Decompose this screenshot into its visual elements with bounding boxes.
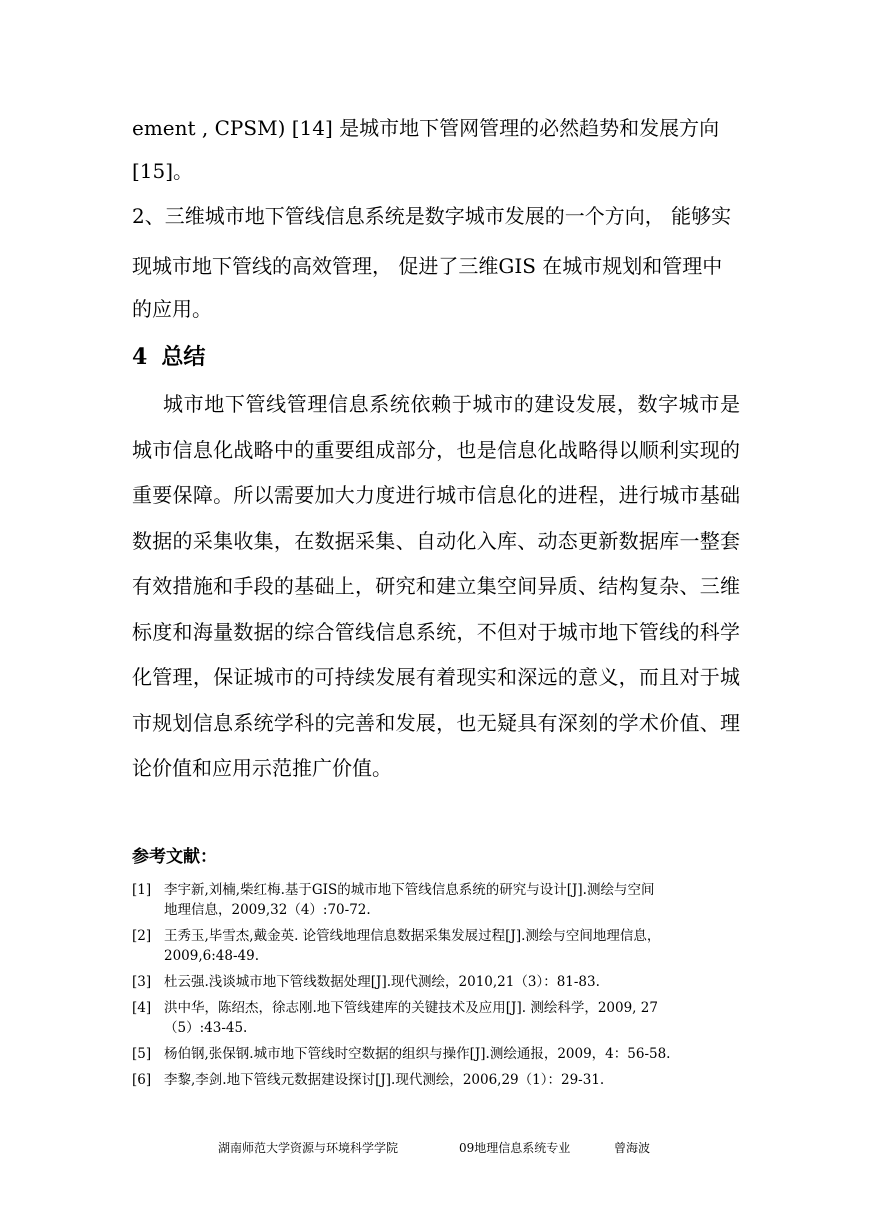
reference-number: [6] — [132, 1072, 152, 1088]
section-heading — [132, 343, 205, 371]
point-2-line-3: 的应用。 — [132, 297, 212, 321]
reference-number: [4] — [132, 1000, 152, 1016]
reference-number: [3] — [132, 974, 152, 990]
references-heading: 参考文献： — [132, 847, 217, 867]
reference-text: 李黎,李剑.地下管线元数据建设探讨[J].现代测绘，2006,29（1）：29-31. — [164, 1072, 605, 1088]
reference-item — [132, 1044, 744, 1064]
conclusion-paragraph: 城市地下管线管理信息系统依赖于城市的建设发展，数字城市是城市信息化战略中的重要组成部分，也是信息化战略得以顺利实现的重要保障。所以需要加大力度进行城市信息化的进程，进行城市基础数据的采集收集，在数据采集、自动化入库、动态更新数据库一整套有效措施和手段的基础上，研究和建立集空间异质、结构复杂、三维标度和海量数据的综合管线信息系统，不但对于城市地下管线的科学化管理，保证城市的可持续发展有着现实和深远的意义，而且对于城市规划信息系统学科的完善和发展，也无疑具有深刻的学术价值、理论价值和应用示范推广价值。 — [132, 392, 740, 780]
section-number: 4 — [132, 344, 148, 370]
footer-author: 曾海波 — [614, 1141, 651, 1155]
point-2-line-2: 现城市地下管线的高效管理， 促进了三维GIS 在城市规划和管理中 — [132, 254, 723, 278]
reference-item — [132, 880, 744, 920]
continuation-line-2: [15]。 — [132, 159, 194, 183]
continuation-line-1: ement , CPSM) [14] 是城市地下管网管理的必然趋势和发展方向 — [132, 116, 720, 140]
reference-text-cont: 地理信息，2009,32（4）:70-72. — [164, 902, 371, 918]
reference-text: 杨伯钢,张保钢.城市地下管线时空数据的组织与操作[J].测绘通报，2009，4：56-58. — [164, 1046, 671, 1062]
reference-text: 李宇新,刘楠,柴红梅.基于GIS的城市地下管线信息系统的研究与设计[J].测绘与空间 — [164, 882, 655, 898]
reference-item — [132, 998, 744, 1038]
reference-text: 洪中华，陈绍杰，徐志刚.地下管线建库的关键技术及应用[J]. 测绘科学，2009, 27 — [164, 1000, 658, 1016]
reference-number: [1] — [132, 882, 152, 898]
reference-text: 杜云强.浅谈城市地下管线数据处理[J].现代测绘，2010,21（3）：81-83. — [164, 974, 600, 990]
reference-number: [2] — [132, 928, 152, 944]
reference-text-cont: 2009,6:48-49. — [164, 948, 259, 964]
references-list — [132, 880, 744, 1096]
reference-item — [132, 972, 744, 992]
reference-text: 王秀玉,毕雪杰,戴金英. 论管线地理信息数据采集发展过程[J].测绘与空间地理信息， — [164, 928, 661, 944]
section-title: 总结 — [161, 344, 206, 370]
reference-item — [132, 926, 744, 966]
footer-institution: 湖南师范大学资源与环境科学学院 — [218, 1141, 399, 1155]
reference-item — [132, 1070, 744, 1090]
reference-text-cont: （5）:43-45. — [164, 1020, 248, 1036]
point-2-line-1: 2、三维城市地下管线信息系统是数字城市发展的一个方向， 能够实 — [132, 204, 732, 228]
reference-number: [5] — [132, 1046, 152, 1062]
footer-major: 09地理信息系统专业 — [459, 1141, 571, 1155]
